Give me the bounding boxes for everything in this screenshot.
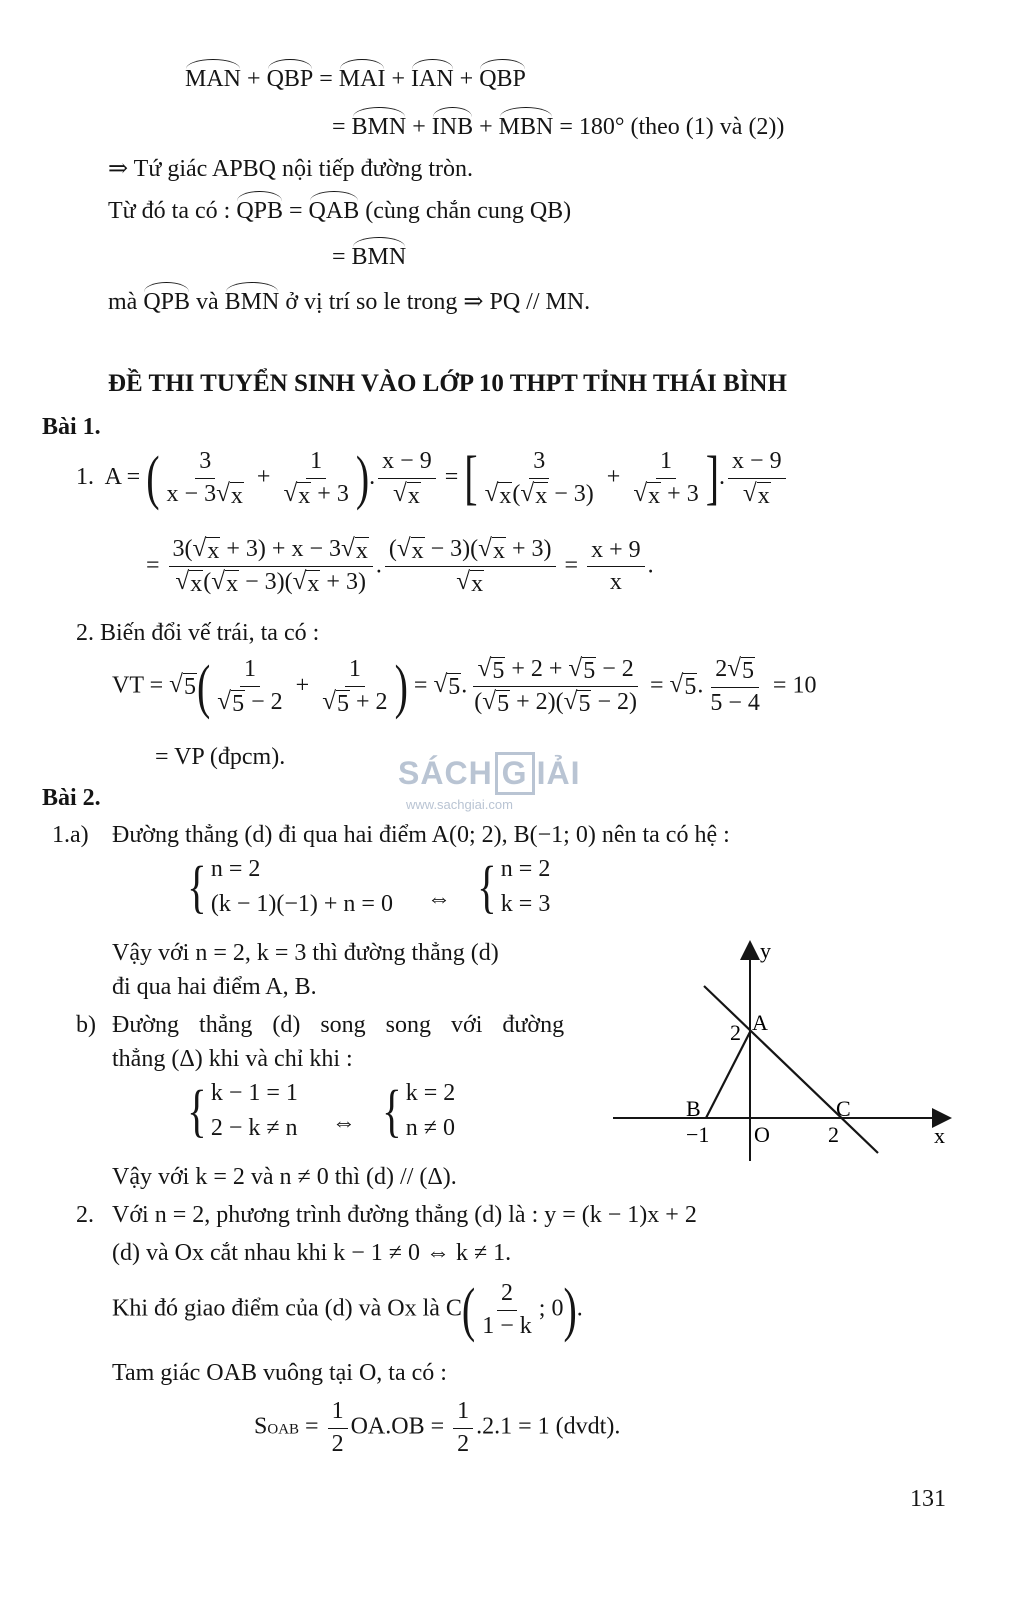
y-tick-2: 2 (730, 1020, 741, 1045)
y-axis-label: y (760, 938, 771, 963)
bai2-system-1: { n = 2 (k − 1)(−1) + n = 0 ⇔ { n = 2 k = 3 (187, 853, 551, 919)
point-a-label: A (752, 1010, 768, 1035)
x-axis-label: x (934, 1123, 945, 1148)
bai1-vp: = VP (đpcm). (155, 744, 286, 770)
bai2-1a-conclusion-1: Vậy với n = 2, k = 3 thì đường thẳng (d) (112, 940, 499, 966)
x-tick-2: 2 (828, 1122, 839, 1147)
conclusion-line: ⇒ Tứ giác APBQ nội tiếp đường tròn. (108, 156, 474, 182)
eq-line-6: mà QPB và BMN ở vị trí so le trong ⇒ PQ // MN. (108, 289, 591, 315)
eq-line-5: = BMN (332, 244, 407, 270)
exam-heading: ĐỀ THI TUYỂN SINH VÀO LỚP 10 THPT TỈNH THÁI BÌNH (108, 370, 787, 397)
eq-line-4: Từ đó ta có : QPB = QAB (cùng chắn cung QB) (108, 198, 572, 224)
bai2-1b-text-1: Đường thẳng (d) song song với đường (112, 1012, 565, 1038)
bai2-1a-conclusion-2: đi qua hai điểm A, B. (112, 974, 317, 1000)
point-c-label: C (836, 1096, 851, 1121)
eq-line-1: MAN + QBP = MAI + IAN + QBP (185, 66, 526, 92)
bai2-system-2: { k − 1 = 1 2 − k ≠ n ⇔ { k = 2 n ≠ 0 (187, 1077, 456, 1143)
line-d (706, 1032, 750, 1118)
bai1-part2: 2. Biến đổi vế trái, ta có : (76, 620, 320, 646)
bai2-1b-number: b) (76, 1012, 96, 1038)
bai1-eq-VT: VT = √ 5 ( 1 √ 5 − 2 + 1 √ 5 + 2 ) = √ 5 . √ 5 + 2 + √ 5 − 2 ( √ 5 + 2)( √ 5 − 2) = √ 5 . 2 √ 5 5 − 4 = 10 (112, 652, 817, 720)
page-number: 131 (910, 1486, 946, 1512)
area-formula: SOAB = $\frac{1}{2}$ OA.OB = $\frac{1}{2}$ .2.1 = 1 (dvdt). (254, 1398, 621, 1457)
bai2-2-line-1: Với n = 2, phương trình đường thẳng (d) là : y = (k − 1)x + 2 (112, 1202, 697, 1228)
bai2-2-line-2: (d) và Ox cắt nhau khi k − 1 ≠ 0 ⇔ k ≠ 1. (112, 1240, 512, 1266)
bai1-label: Bài 1. (42, 414, 101, 440)
origin-label: O (754, 1122, 770, 1147)
point-b-label: B (686, 1096, 701, 1121)
x-tick-minus-1: −1 (686, 1122, 710, 1147)
eq-line-2: = BMN + INB + MBN = 180° (theo (1) và (2)) (332, 114, 785, 140)
bai2-1a-number: 1.a) (52, 822, 89, 848)
bai2-1a-text: Đường thẳng (d) đi qua hai điểm A(0; 2), B(−1; 0) nên ta có hệ : (112, 822, 730, 848)
bai1-eq-A2: = 3( √ x + 3) + x − 3 √ x √ x ( √ x − 3)( √ x + 3) . ( √ x − 3)( √ x + 3) √ x = $\frac{x + 9}{x}$ . (146, 535, 654, 598)
bai2-1b-text-2: thẳng (Δ) khi và chỉ khi : (112, 1046, 353, 1072)
line-graph (608, 936, 968, 1166)
bai2-2-number: 2. (76, 1202, 94, 1228)
watermark: SÁCH G IẢI www.sachgiai.com (398, 752, 580, 812)
bai2-2-line-4: Tam giác OAB vuông tại O, ta có : (112, 1360, 447, 1386)
bai1-eq-A: 1. A = ( 3 x − 3 √ x + 1 √ x + 3 ). x − 9 √ x = [ 3 √ x ( √ x − 3) + 1 √ x + 3 ]. x − 9 √ x (76, 448, 789, 509)
bai2-1b-conclusion: Vậy với k = 2 và n ≠ 0 thì (d) // (Δ). (112, 1164, 457, 1190)
bai2-2-line-3: Khi đó giao điểm của (d) và Ox là C( $\frac{2}{1 - k}$ ; 0). (112, 1275, 583, 1344)
bai2-label: Bài 2. (42, 785, 101, 811)
